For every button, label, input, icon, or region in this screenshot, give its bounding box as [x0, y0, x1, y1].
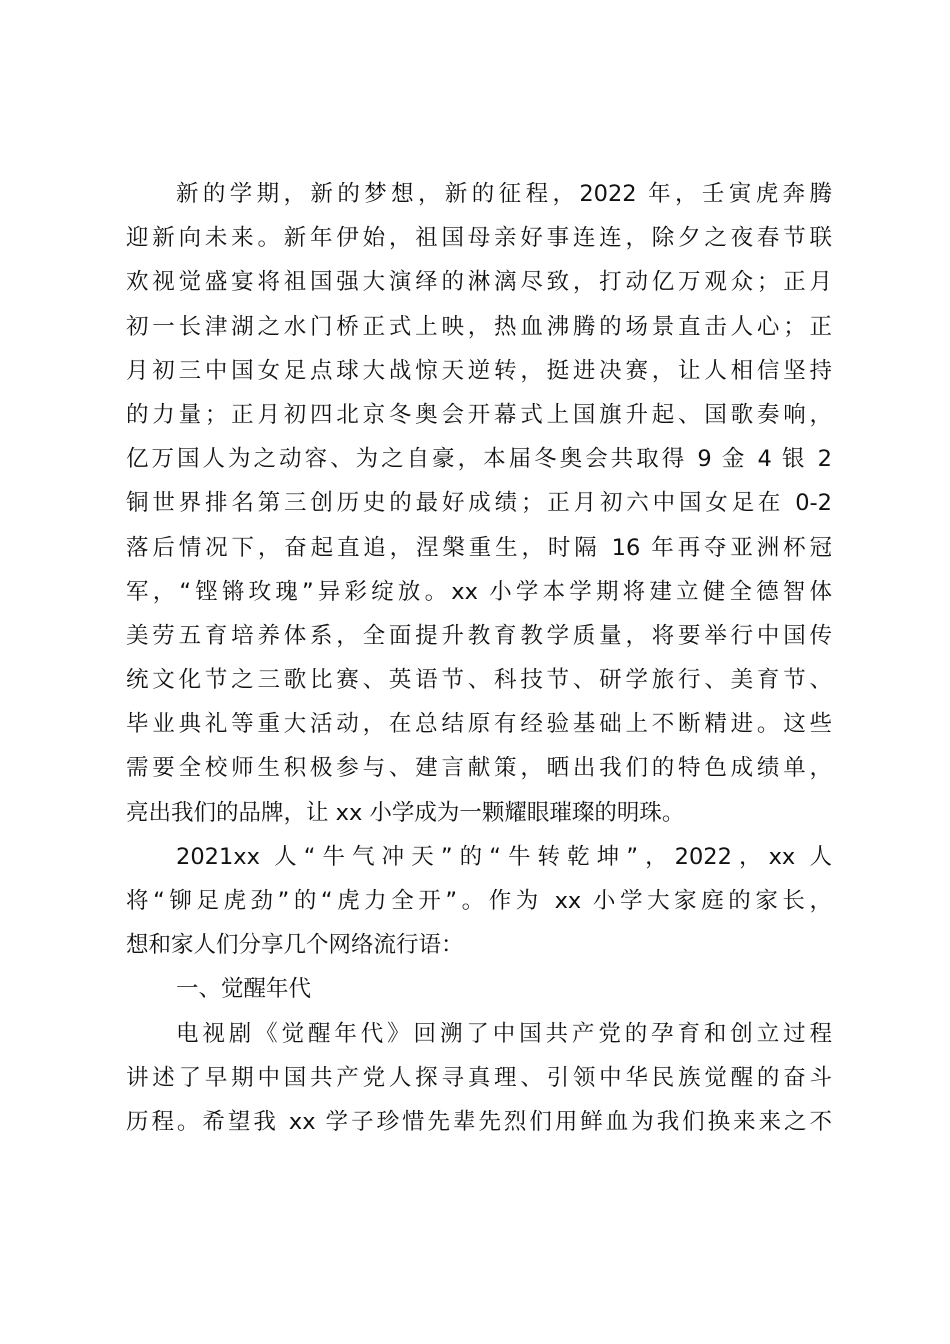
text-line: 的力量；正月初四北京冬奥会开幕式上国旗升起、国歌奏响，	[126, 401, 832, 428]
heading-line: 一、觉醒年代	[176, 976, 312, 1003]
text-line: 统文化节之三歌比赛、英语节、科技节、研学旅行、美育节、	[126, 667, 832, 694]
document-body	[126, 172, 832, 1144]
text-line: 将“铆足虎劲”的“虎力全开”。作为 xx 小学大家庭的家长，	[126, 888, 832, 914]
text-line: 初一长津湖之水门桥正式上映，热血沸腾的场景直击人心；正	[126, 313, 832, 340]
text-line: 需要全校师生积极参与、建言献策，晒出我们的特色成绩单，	[126, 755, 832, 782]
text-line: 亮出我们的品牌，让 xx 小学成为一颗耀眼璀璨的明珠。	[126, 799, 685, 826]
text-line: 迎新向未来。新年伊始，祖国母亲好事连连，除夕之夜春节联	[126, 225, 832, 252]
text-line: 新的学期，新的梦想，新的征程，2022 年，壬寅虎奔腾	[176, 181, 832, 207]
paragraph-awakening	[126, 1012, 832, 1145]
text-line: 月初三中国女足点球大战惊天逆转，挺进决赛，让人相信坚持	[126, 357, 832, 384]
text-line: 落后情况下，奋起直追，涅槃重生，时隔 16 年再夺亚洲杯冠	[126, 534, 832, 561]
text-line: 亿万国人为之动容、为之自豪，本届冬奥会共取得 9 金 4 银 2	[126, 446, 832, 473]
text-line: 想和家人们分享几个网络流行语：	[126, 932, 464, 959]
text-line: 毕业典礼等重大活动，在总结原有经验基础上不断精进。这些	[126, 711, 832, 738]
paragraph-share	[126, 835, 832, 968]
section-heading	[126, 967, 832, 1011]
text-line: 美劳五育培养体系，全面提升教育教学质量，将要举行中国传	[126, 622, 832, 649]
text-line: 讲述了早期中国共产党人探寻真理、引领中华民族觉醒的奋斗	[126, 1064, 832, 1091]
text-line: 电视剧《觉醒年代》回溯了中国共产党的孕育和创立过程	[176, 1020, 832, 1047]
text-line: 2021xx 人“牛气冲天”的“牛转乾坤”，2022，xx 人	[176, 843, 832, 870]
text-line: 历程。希望我 xx 学子珍惜先辈先烈们用鲜血为我们换来来之不	[126, 1108, 832, 1135]
text-line: 军，“铿锵玫瑰”异彩绽放。xx 小学本学期将建立健全德智体	[126, 578, 832, 605]
paragraph-intro	[126, 172, 832, 835]
text-line: 铜世界排名第三创历史的最好成绩；正月初六中国女足在 0-2	[126, 490, 832, 517]
text-line: 欢视觉盛宴将祖国强大演绎的淋漓尽致，打动亿万观众；正月	[126, 269, 832, 296]
